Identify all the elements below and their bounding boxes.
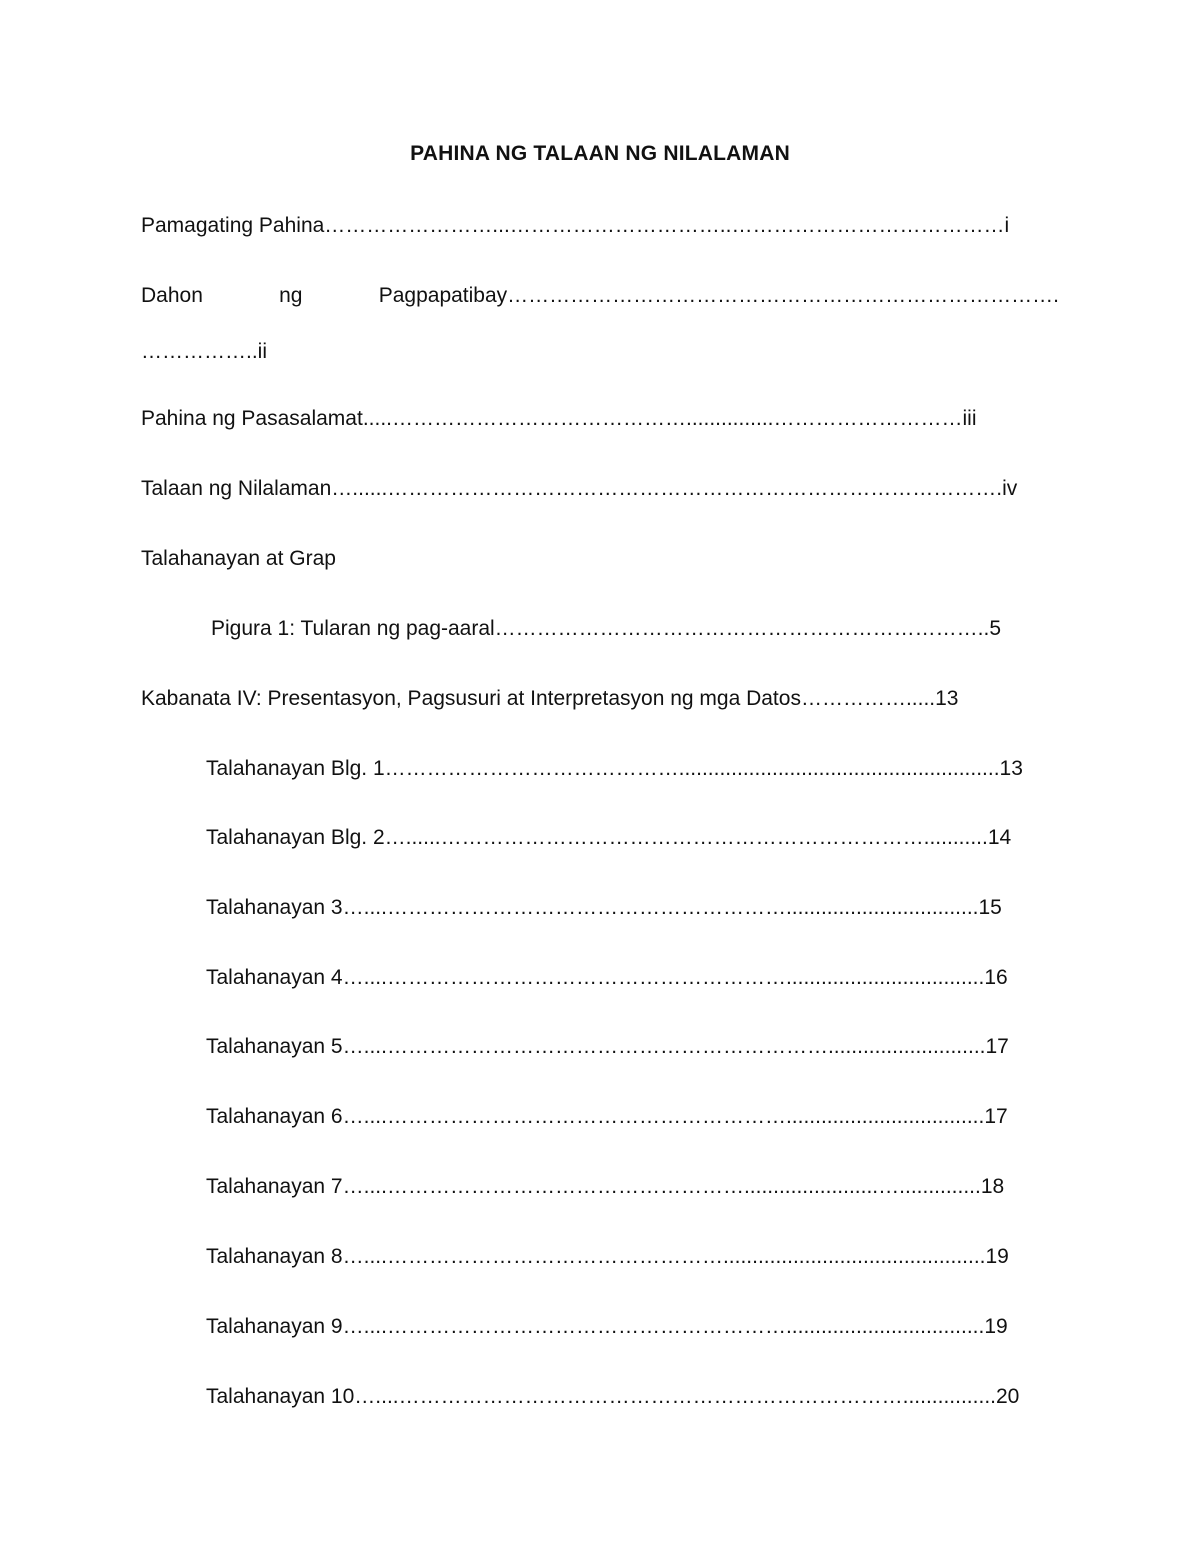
toc-word: Dahon [141,284,203,307]
toc-word: ng [279,284,303,307]
toc-entry-dahon-ng-pagpapatibay [141,283,1059,309]
toc-entry-pamagating-pahina: Pamagating Pahina……………………...…………………………..…………………………………i [141,214,1010,237]
toc-entry-pigura-1: Pigura 1: Tularan ng pag-aaral……………………………………………………………..5 [211,617,1002,640]
toc-entry-talahanayan: Talahanayan 9…....…………………………………………………..................................19 [206,1315,1008,1338]
page-title: PAHINA NG TALAAN NG NILALAMAN [410,142,790,165]
toc-entry-talahanayan: Talahanayan Blg. 1…………………………………….......................................................13 [206,757,1023,780]
toc-entry-talaan-ng-nilalaman: Talaan ng Nilalaman…......…………………………………………………………………………….iv [141,477,1018,500]
toc-word: Pagpapatibay……………………………………………………………………. [378,284,1059,307]
toc-entry-talahanayan: Talahanayan 5…....………………………………………………………...........................17 [206,1035,1009,1058]
toc-section-heading: Talahanayan at Grap [141,547,336,570]
toc-entry-continuation: ……………..ii [141,340,267,363]
toc-entry-talahanayan: Talahanayan 8…....………………………………………….............................................19 [206,1245,1009,1268]
toc-entry-talahanayan: Talahanayan 4…....…………………………………………………..................................16 [206,966,1008,989]
toc-entry-talahanayan: Talahanayan 6…....…………………………………………………..................................17 [206,1105,1008,1128]
toc-entry-kabanata-iv: Kabanata IV: Presentasyon, Pagsusuri at Interpretasyon ng mga Datos…………….....13 [141,687,959,710]
toc-entry-pahina-ng-pasasalamat: Pahina ng Pasasalamat.....……………………………………...............………………………iii [141,407,977,430]
toc-entry-talahanayan: Talahanayan Blg. 2…......……………………………………………………………...........14 [206,826,1012,849]
toc-entry-talahanayan: Talahanayan 3…....………………………………………………….................................15 [206,896,1002,919]
toc-entry-talahanayan: Talahanayan 7…....…………………………………………….......................…..............18 [206,1175,1005,1198]
toc-entry-talahanayan: Talahanayan 10…....………………………………………………………………................20 [206,1385,1020,1408]
